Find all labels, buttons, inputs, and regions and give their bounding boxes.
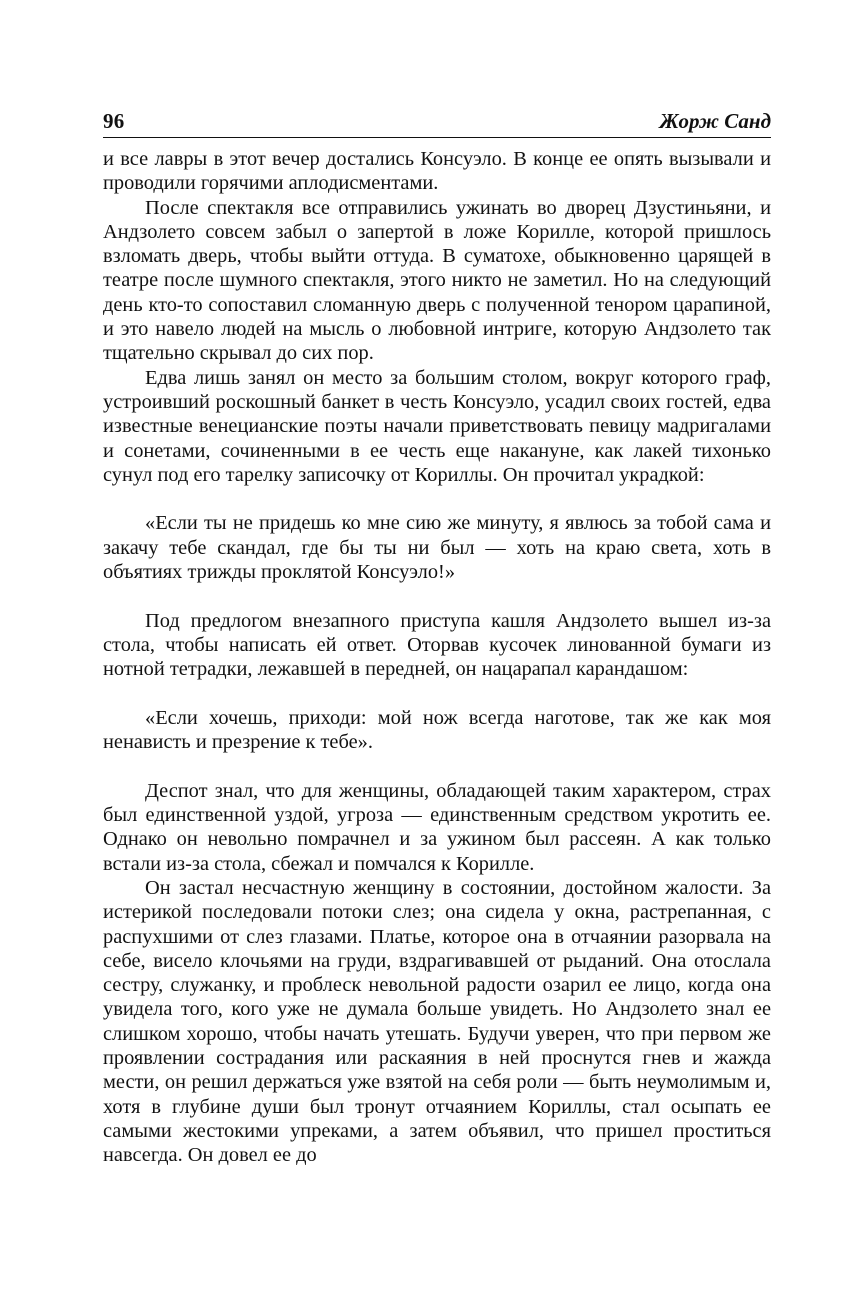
paragraph: Он застал несчастную женщину в состоянии, достойном жалости. За истерикой последовали потоки слез; она сидела у окна, растрепанная, с распухшими от слез глазами. Платье, которое она в отчаянии разорвала на себе, висело клочьями на груди, вздрагивавшей от рыданий. Она отослала сестру, служанку, и проблеск невольной радости озарил ее лицо, когда она увидела того, кого уже не думала больше увидеть. Но Андзолето знал ее слишком хорошо, чтобы начать утешать. Будучи уверен, что при первом же проявлении сострадания или раскаяния в ней проснутся гнев и жажда мести, он решил держаться уже взятой на себя роли — быть неумолимым и, хотя в глубине души был тронут отчаянием Кориллы, стал осыпать ее самыми жестокими упреками, а затем объявил, что пришел проститься навсегда. Он довел ее до [103, 876, 771, 1167]
paragraph: Едва лишь занял он место за большим столом, вокруг которого граф, устроивший роскошный банкет в честь Консуэло, усадил своих гостей, едва известные венецианские поэты начали приветствовать певицу мадригалами и сонетами, сочиненными в ее честь еще накануне, как лакей тихонько сунул под его тарелку записочку от Кориллы. Он прочитал украдкой: [103, 366, 771, 486]
body-text [103, 147, 771, 1167]
note-quote-corilla: «Если ты не придешь ко мне сию же минуту, я явлюсь за тобой сама и закачу тебе скандал, где бы ты ни был — хоть на краю света, хоть в объятиях трижды проклятой Консуэло!» [103, 512, 771, 584]
book-page [103, 108, 771, 1167]
paragraph-continuation: и все лавры в этот вечер достались Консуэло. В конце ее опять вызывали и проводили горячими аплодисментами. [103, 148, 771, 195]
running-head-author: Жорж Санд [659, 109, 771, 133]
paragraph: Под предлогом внезапного приступа кашля Андзолето вышел из-за стола, чтобы написать ей ответ. Оторвав кусочек линованной бумаги из нотной тетрадки, лежавшей в передней, он нацарапал карандашом: [103, 609, 771, 681]
paragraph: После спектакля все отправились ужинать во дворец Дзустиньяни, и Андзолето совсем забыл о запертой в ложе Корилле, которой пришлось взломать дверь, чтобы выйти оттуда. В суматохе, обыкновенно царящей в театре после шумного спектакля, этого никто не заметил. Но на следующий день кто-то сопоставил сломанную дверь с полученной тенором царапиной, и это навело людей на мысль о любовной интриге, которую Андзолето так тщательно скрывал до сих пор. [103, 196, 771, 365]
note-quote-anzoleto: «Если хочешь, приходи: мой нож всегда наготове, так же как моя ненависть и презрение к тебе». [103, 706, 771, 754]
running-header [103, 108, 771, 138]
paragraph: Деспот знал, что для женщины, обладающей таким характером, страх был единственной уздой, угроза — единственным средством укротить ее. Однако он невольно помрачнел и за ужином был рассеян. А как только встали из-за стола, сбежал и помчался к Корилле. [103, 779, 771, 875]
page-number: 96 [103, 109, 125, 133]
